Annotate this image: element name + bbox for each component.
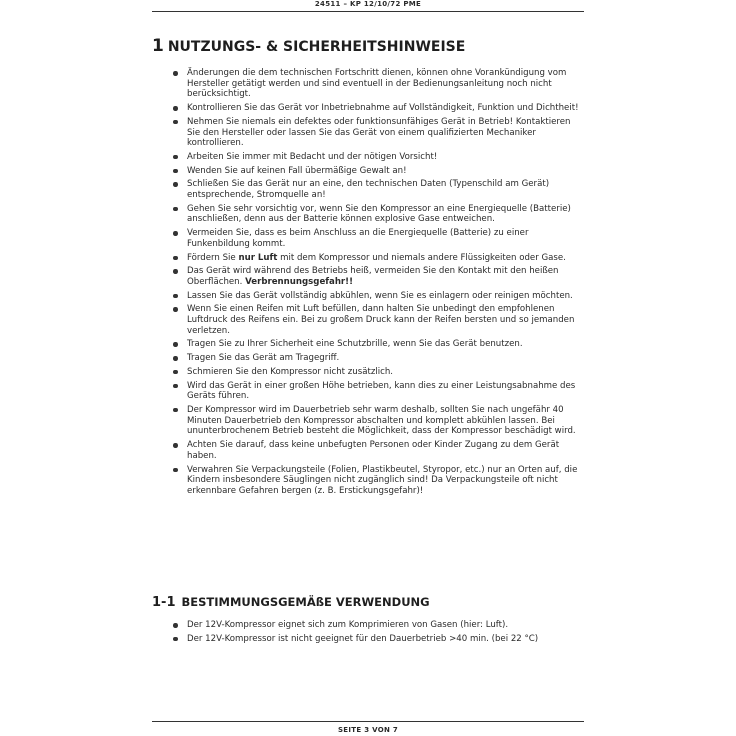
section-number: 1 [152, 36, 164, 56]
list-item: Wenn Sie einen Reifen mit Luft befüllen, dann halten Sie unbedingt den empfohlenen Luftdruck des Reifens ein. Bei zu großem Druck kann der Reifen bersten und so jemanden verletzen. [168, 304, 582, 336]
bullet-icon [173, 231, 178, 236]
page-footer: SEITE 3 VON 7 [337, 726, 399, 734]
intended-use-list [168, 620, 582, 647]
bullet-icon [173, 155, 178, 160]
list-item: Achten Sie darauf, dass keine unbefugten Personen oder Kinder Zugang zu dem Gerät haben. [168, 440, 582, 461]
list-item: Schmieren Sie den Kompressor nicht zusätzlich. [168, 367, 582, 378]
bullet-icon [173, 256, 178, 261]
list-item: Änderungen die dem technischen Fortschritt dienen, können ohne Vorankündigung vom Hersteller getätigt werden und sind eventuell in der Bedienungsanleitung noch nicht berücksichtigt. [168, 68, 582, 100]
list-item: Schließen Sie das Gerät nur an eine, den technischen Daten (Typenschild am Gerät) entsprechende, Stromquelle an! [168, 179, 582, 200]
bullet-icon [173, 408, 178, 413]
section-title: BESTIMMUNGSGEMÄßE VERWENDUNG [181, 595, 430, 609]
bullet-icon [173, 307, 178, 312]
bullet-icon [173, 384, 178, 389]
bullet-icon [173, 623, 178, 628]
bullet-icon [173, 169, 178, 174]
bullet-icon [173, 207, 178, 212]
list-item: Der 12V-Kompressor eignet sich zum Komprimieren von Gasen (hier: Luft). [168, 620, 582, 631]
list-item: Wenden Sie auf keinen Fall übermäßige Gewalt an! [168, 166, 582, 177]
list-item: Verwahren Sie Verpackungsteile (Folien, Plastikbeutel, Styropor, etc.) nur an Orten auf, die Kindern insbesondere Säuglingen nicht zugänglich sind! Da Verpackungsteile oft nicht erkennbare Gefahren bergen (z. B. Erstickungsgefahr)! [168, 465, 582, 497]
bullet-icon [173, 294, 178, 299]
section-heading-safety [152, 36, 465, 56]
bullet-icon [173, 71, 178, 76]
list-item: Gehen Sie sehr vorsichtig vor, wenn Sie den Kompressor an eine Energiequelle (Batterie) anschließen, denn aus der Batterie können explosive Gase entweichen. [168, 204, 582, 225]
list-item: Arbeiten Sie immer mit Bedacht und der nötigen Vorsicht! [168, 152, 582, 163]
bullet-icon [173, 269, 178, 274]
list-item: Nehmen Sie niemals ein defektes oder funktionsunfähiges Gerät in Betrieb! Kontaktieren Sie den Hersteller oder lassen Sie das Gerät von einem qualifizierten Mechaniker kontrollieren. [168, 117, 582, 149]
list-item: Fördern Sie nur Luft mit dem Kompressor und niemals andere Flüssigkeiten oder Gase. [168, 253, 582, 264]
safety-notes-list [168, 68, 582, 500]
bullet-icon [173, 443, 178, 448]
list-item: Der Kompressor wird im Dauerbetrieb sehr warm deshalb, sollten Sie nach ungefähr 40 Minuten Dauerbetrieb den Kompressor abschalten und komplett abkühlen lassen. Bei ununterbrochenem Betrieb besteht die Möglichkeit, dass der Kompressor beschädigt wird. [168, 405, 582, 437]
list-item: Kontrollieren Sie das Gerät vor Inbetriebnahme auf Vollständigkeit, Funktion und Dichtheit! [168, 103, 582, 114]
footer-divider [152, 721, 584, 722]
section-title: NUTZUNGS- & SICHERHEITSHINWEISE [167, 39, 466, 55]
list-item: Lassen Sie das Gerät vollständig abkühlen, wenn Sie es einlagern oder reinigen möchten. [168, 291, 582, 302]
bullet-icon [173, 342, 178, 347]
warning-emphasis: Verbrennungsgefahr!! [245, 276, 354, 287]
header-divider [152, 11, 584, 12]
bullet-icon [173, 120, 178, 125]
list-item: Tragen Sie zu Ihrer Sicherheit eine Schutzbrille, wenn Sie das Gerät benutzen. [168, 339, 582, 350]
section-number: 1-1 [152, 595, 176, 610]
bullet-icon [173, 182, 178, 187]
list-item: Wird das Gerät in einer großen Höhe betrieben, kann dies zu einer Leistungsabnahme des Geräts führen. [168, 381, 582, 402]
bullet-icon [173, 468, 178, 473]
bullet-icon [173, 637, 178, 642]
bullet-icon [173, 356, 178, 361]
page-header: 24511 – KP 12/10/72 PME [314, 0, 422, 8]
list-item: Vermeiden Sie, dass es beim Anschluss an die Energiequelle (Batterie) zu einer Funkenbildung kommt. [168, 228, 582, 249]
list-item: Tragen Sie das Gerät am Tragegriff. [168, 353, 582, 364]
bullet-icon [173, 106, 178, 111]
bullet-icon [173, 370, 178, 375]
emphasis: nur Luft [238, 252, 278, 263]
list-item: Der 12V-Kompressor ist nicht geeignet für den Dauerbetrieb >40 min. (bei 22 °C) [168, 634, 582, 645]
list-item: Das Gerät wird während des Betriebs heiß, vermeiden Sie den Kontakt mit den heißen Oberflächen. Verbrennungsgefahr!! [168, 266, 582, 287]
section-heading-intended-use [152, 595, 430, 610]
